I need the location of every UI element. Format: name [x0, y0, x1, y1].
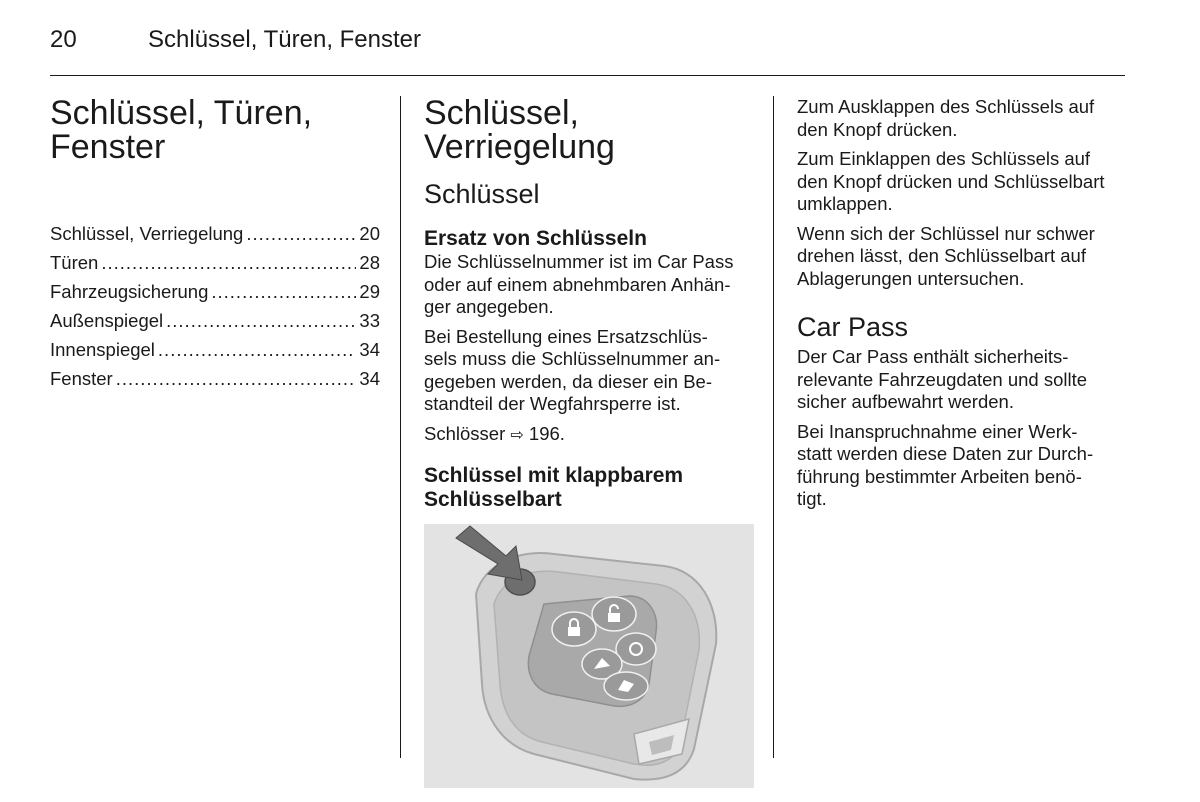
toc-leader — [211, 277, 356, 306]
toc-label: Schlüssel, Verriegelung — [50, 223, 244, 244]
toc-leader — [101, 248, 356, 277]
unfold-paragraph: Zum Ausklappen des Schlüssels auf den Knopf drücken. — [797, 96, 1095, 140]
section-subtitle: Schlüssel — [424, 179, 540, 209]
car-pass-paragraph-2: Bei Inanspruchnahme einer Werk- statt werden diese Daten zur Durch- führung bestimmter Arbeiten benö- tigt. — [797, 420, 1094, 509]
toc-page: 34 — [359, 368, 380, 389]
replacement-paragraph-2: Bei Bestellung eines Ersatzschlüs- sels muss die Schlüsselnummer an- gegeben werden, da dieser ein Be- standteil der Wegfahrsperre ist. — [424, 325, 721, 414]
cross-reference-text: Schlösser — [424, 422, 506, 444]
cross-reference[interactable] — [424, 423, 754, 448]
chapter-column — [50, 96, 380, 393]
lock-icon — [552, 612, 596, 646]
toc-leader — [158, 335, 357, 364]
table-of-contents — [50, 219, 380, 393]
section-column — [424, 96, 754, 788]
toc-entry-innenspiegel[interactable] — [50, 335, 380, 364]
car-pass-paragraph-1: Der Car Pass enthält sicherheits- relevante Fahrzeugdaten und sollte sicher aufbewahrt werden. — [797, 346, 1088, 412]
header-rule — [50, 75, 1125, 76]
toc-label: Außenspiegel — [50, 310, 164, 331]
running-title: Schlüssel, Türen, Fenster — [148, 26, 422, 53]
page-header — [50, 26, 1125, 56]
cross-reference-page: 196. — [528, 422, 565, 444]
toc-leader — [166, 306, 356, 335]
chapter-title-line1: Schlüssel, Türen, — [50, 94, 313, 132]
toc-entry-tueren[interactable] — [50, 248, 380, 277]
toc-label: Fahrzeugsicherung — [50, 281, 209, 302]
key-illustration — [424, 524, 754, 788]
toc-page: 20 — [359, 223, 380, 244]
toc-page: 29 — [359, 281, 380, 302]
panic-alarm-icon — [604, 672, 648, 700]
turn-paragraph: Wenn sich der Schlüssel nur schwer drehen lässt, den Schlüsselbart auf Ablagerungen untersuchen. — [797, 222, 1095, 289]
reference-arrow-icon: ⇨ — [510, 426, 524, 444]
toc-label: Fenster — [50, 368, 113, 389]
chapter-title-line2: Fenster — [50, 128, 166, 166]
toc-leader — [246, 219, 356, 248]
toc-page: 33 — [359, 310, 380, 331]
column-divider-2 — [773, 96, 774, 758]
toc-label: Türen — [50, 252, 99, 273]
toc-page: 34 — [359, 339, 380, 360]
toc-entry-fahrzeugsicherung[interactable] — [50, 277, 380, 306]
column-divider-1 — [400, 96, 401, 758]
toc-label: Innenspiegel — [50, 339, 155, 360]
section-title: Schlüssel, Verriegelung — [424, 94, 615, 166]
toc-entry-aussenspiegel[interactable] — [50, 306, 380, 335]
chapter-title — [50, 96, 380, 164]
page-number: 20 — [50, 26, 77, 53]
toc-leader — [116, 364, 357, 393]
replacement-heading: Ersatz von Schlüsseln — [424, 227, 647, 250]
foldable-key-heading: Schlüssel mit klappbarem Schlüsselbart — [424, 464, 684, 511]
fold-paragraph: Zum Einklappen des Schlüssels auf den Knopf drücken und Schlüsselbart umklappen. — [797, 148, 1105, 214]
toc-page: 28 — [359, 252, 380, 273]
car-pass-heading: Car Pass — [797, 312, 909, 342]
unlock-icon — [592, 597, 636, 631]
toc-entry-fenster[interactable] — [50, 364, 380, 393]
toc-entry-schluessel[interactable] — [50, 219, 380, 248]
right-column — [797, 96, 1127, 511]
replacement-paragraph-1: Die Schlüsselnummer ist im Car Pass oder auf einem abnehmbaren Anhän- ger angegeben. — [424, 251, 734, 317]
